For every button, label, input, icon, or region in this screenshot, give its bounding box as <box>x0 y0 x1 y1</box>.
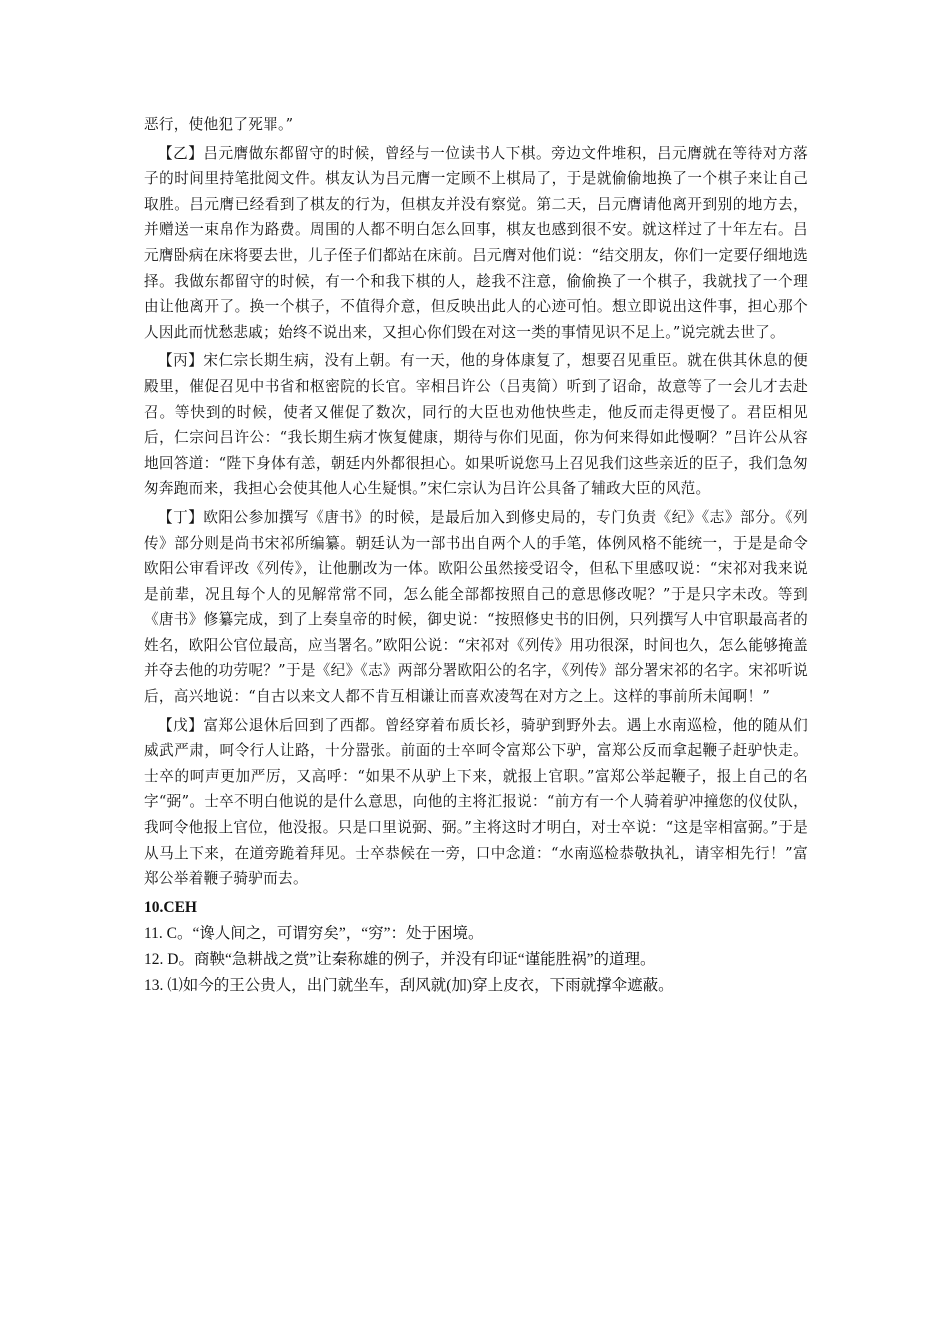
document-page <box>144 112 808 999</box>
answer-10: 10.CEH <box>144 898 197 916</box>
answer-13: 13. ⑴如今的王公贵人，出门就坐车，刮风就(加)穿上皮衣，下雨就撑伞遮蔽。 <box>144 976 674 994</box>
paragraph-ding: 【丁】欧阳公参加撰写《唐书》的时候，是最后加入到修史局的，专门负责《纪》《志》部分。《列传》部分则是尚书宋祁所编纂。朝廷认为一部书出自两个人的手笔，体例风格不能统一，于是是命令欧阳公审看评改《列传》，让他删改为一体。欧阳公虽然接受诏令，但私下里感叹说：“宋祁对我来说是前辈，况且每个人的见解常常不同，怎么能全部都按照自己的意思修改呢？”于是只字未改。等到《唐书》修纂完成，到了上奏皇帝的时候，御史说：“按照修史书的旧例，只列撰写人中官职最高者的姓名，欧阳公官位最高，应当署名。”欧阳公说：“宋祁对《列传》用功很深，时间也久，怎么能够掩盖并夺去他的功劳呢？”于是《纪》《志》两部分署欧阳公的名字，《列传》部分署宋祁的名字。宋祁听说后，高兴地说：“自古以来文人都不肯互相谦让而喜欢凌驾在对方之上。这样的事前所未闻啊！” <box>144 508 808 706</box>
paragraph-continuation: 恶行，使他犯了死罪。” <box>144 116 294 133</box>
paragraph-wu: 【戊】富郑公退休后回到了西都。曾经穿着布质长衫，骑驴到野外去。遇上水南巡检，他的随从们威武严肃，呵令行人让路，十分嚣张。前面的士卒呵令富郑公下驴，富郑公反而拿起鞭子赶驴快走。士卒的呵声更加严厉，又高呼：“如果不从驴上下来，就报上官职。”富郑公举起鞭子，报上自己的名字“弼”。士卒不明白他说的是什么意思，向他的主将汇报说：“前方有一个人骑着驴冲撞您的仪仗队，我呵令他报上官位，他没报。只是口里说弼、弼。”主将这时才明白，对士卒说：“这是宰相富弼。”于是从马上下来，在道旁跪着拜见。士卒恭候在一旁，口中念道：“水南巡检恭敬执礼，请宰相先行！”富郑公举着鞭子骑驴而去。 <box>144 716 809 888</box>
answer-12: 12. D。商鞅“急耕战之赏”让秦称雄的例子，并没有印证“谨能胜祸”的道理。 <box>144 950 656 968</box>
answer-11: 11. C。“谗人间之，可谓穷矣”，“穷”：处于困境。 <box>144 924 484 942</box>
paragraph-yi: 【乙】吕元膺做东都留守的时候，曾经与一位读书人下棋。旁边文件堆积，吕元膺就在等待对方落子的时间里持笔批阅文件。棋友认为吕元膺一定顾不上棋局了，于是就偷偷地换了一个棋子来让自己取胜。吕元膺已经看到了棋友的行为，但棋友并没有察觉。第二天，吕元膺请他离开到别的地方去，并赠送一束帛作为路费。周围的人都不明白怎么回事，棋友也感到很不安。就这样过了十年左右。吕元膺卧病在床将要去世，儿子侄子们都站在床前。吕元膺对他们说：“结交朋友，你们一定要仔细地选择。我做东都留守的时候，有一个和我下棋的人，趁我不注意，偷偷换了一个棋子，我就找了一个理由让他离开了。换一个棋子，不值得介意，但反映出此人的心迹可怕。想立即说出这件事，担心那个人因此而忧愁悲戚；始终不说出来，又担心你们毁在对这一类的事情见识不足上。”说完就去世了。 <box>144 144 808 341</box>
paragraph-bing: 【丙】宋仁宗长期生病，没有上朝。有一天，他的身体康复了，想要召见重臣。就在供其休息的便殿里，催促召见中书省和枢密院的长官。宰相吕许公（吕夷简）听到了诏命，故意等了一会儿才去赴召。等快到的时候，使者又催促了数次，同行的大臣也劝他快些走，他反而走得更慢了。君臣相见后，仁宗问吕许公：“我长期生病才恢复健康，期待与你们见面，你为何来得如此慢啊？”吕许公从容地回答道：“陛下身体有恙，朝廷内外都很担心。如果听说您马上召见我们这些亲近的臣子，我们急匆匆奔跑而来，我担心会使其他人心生疑惧。”宋仁宗认为吕许公具备了辅政大臣的风范。 <box>144 352 808 498</box>
